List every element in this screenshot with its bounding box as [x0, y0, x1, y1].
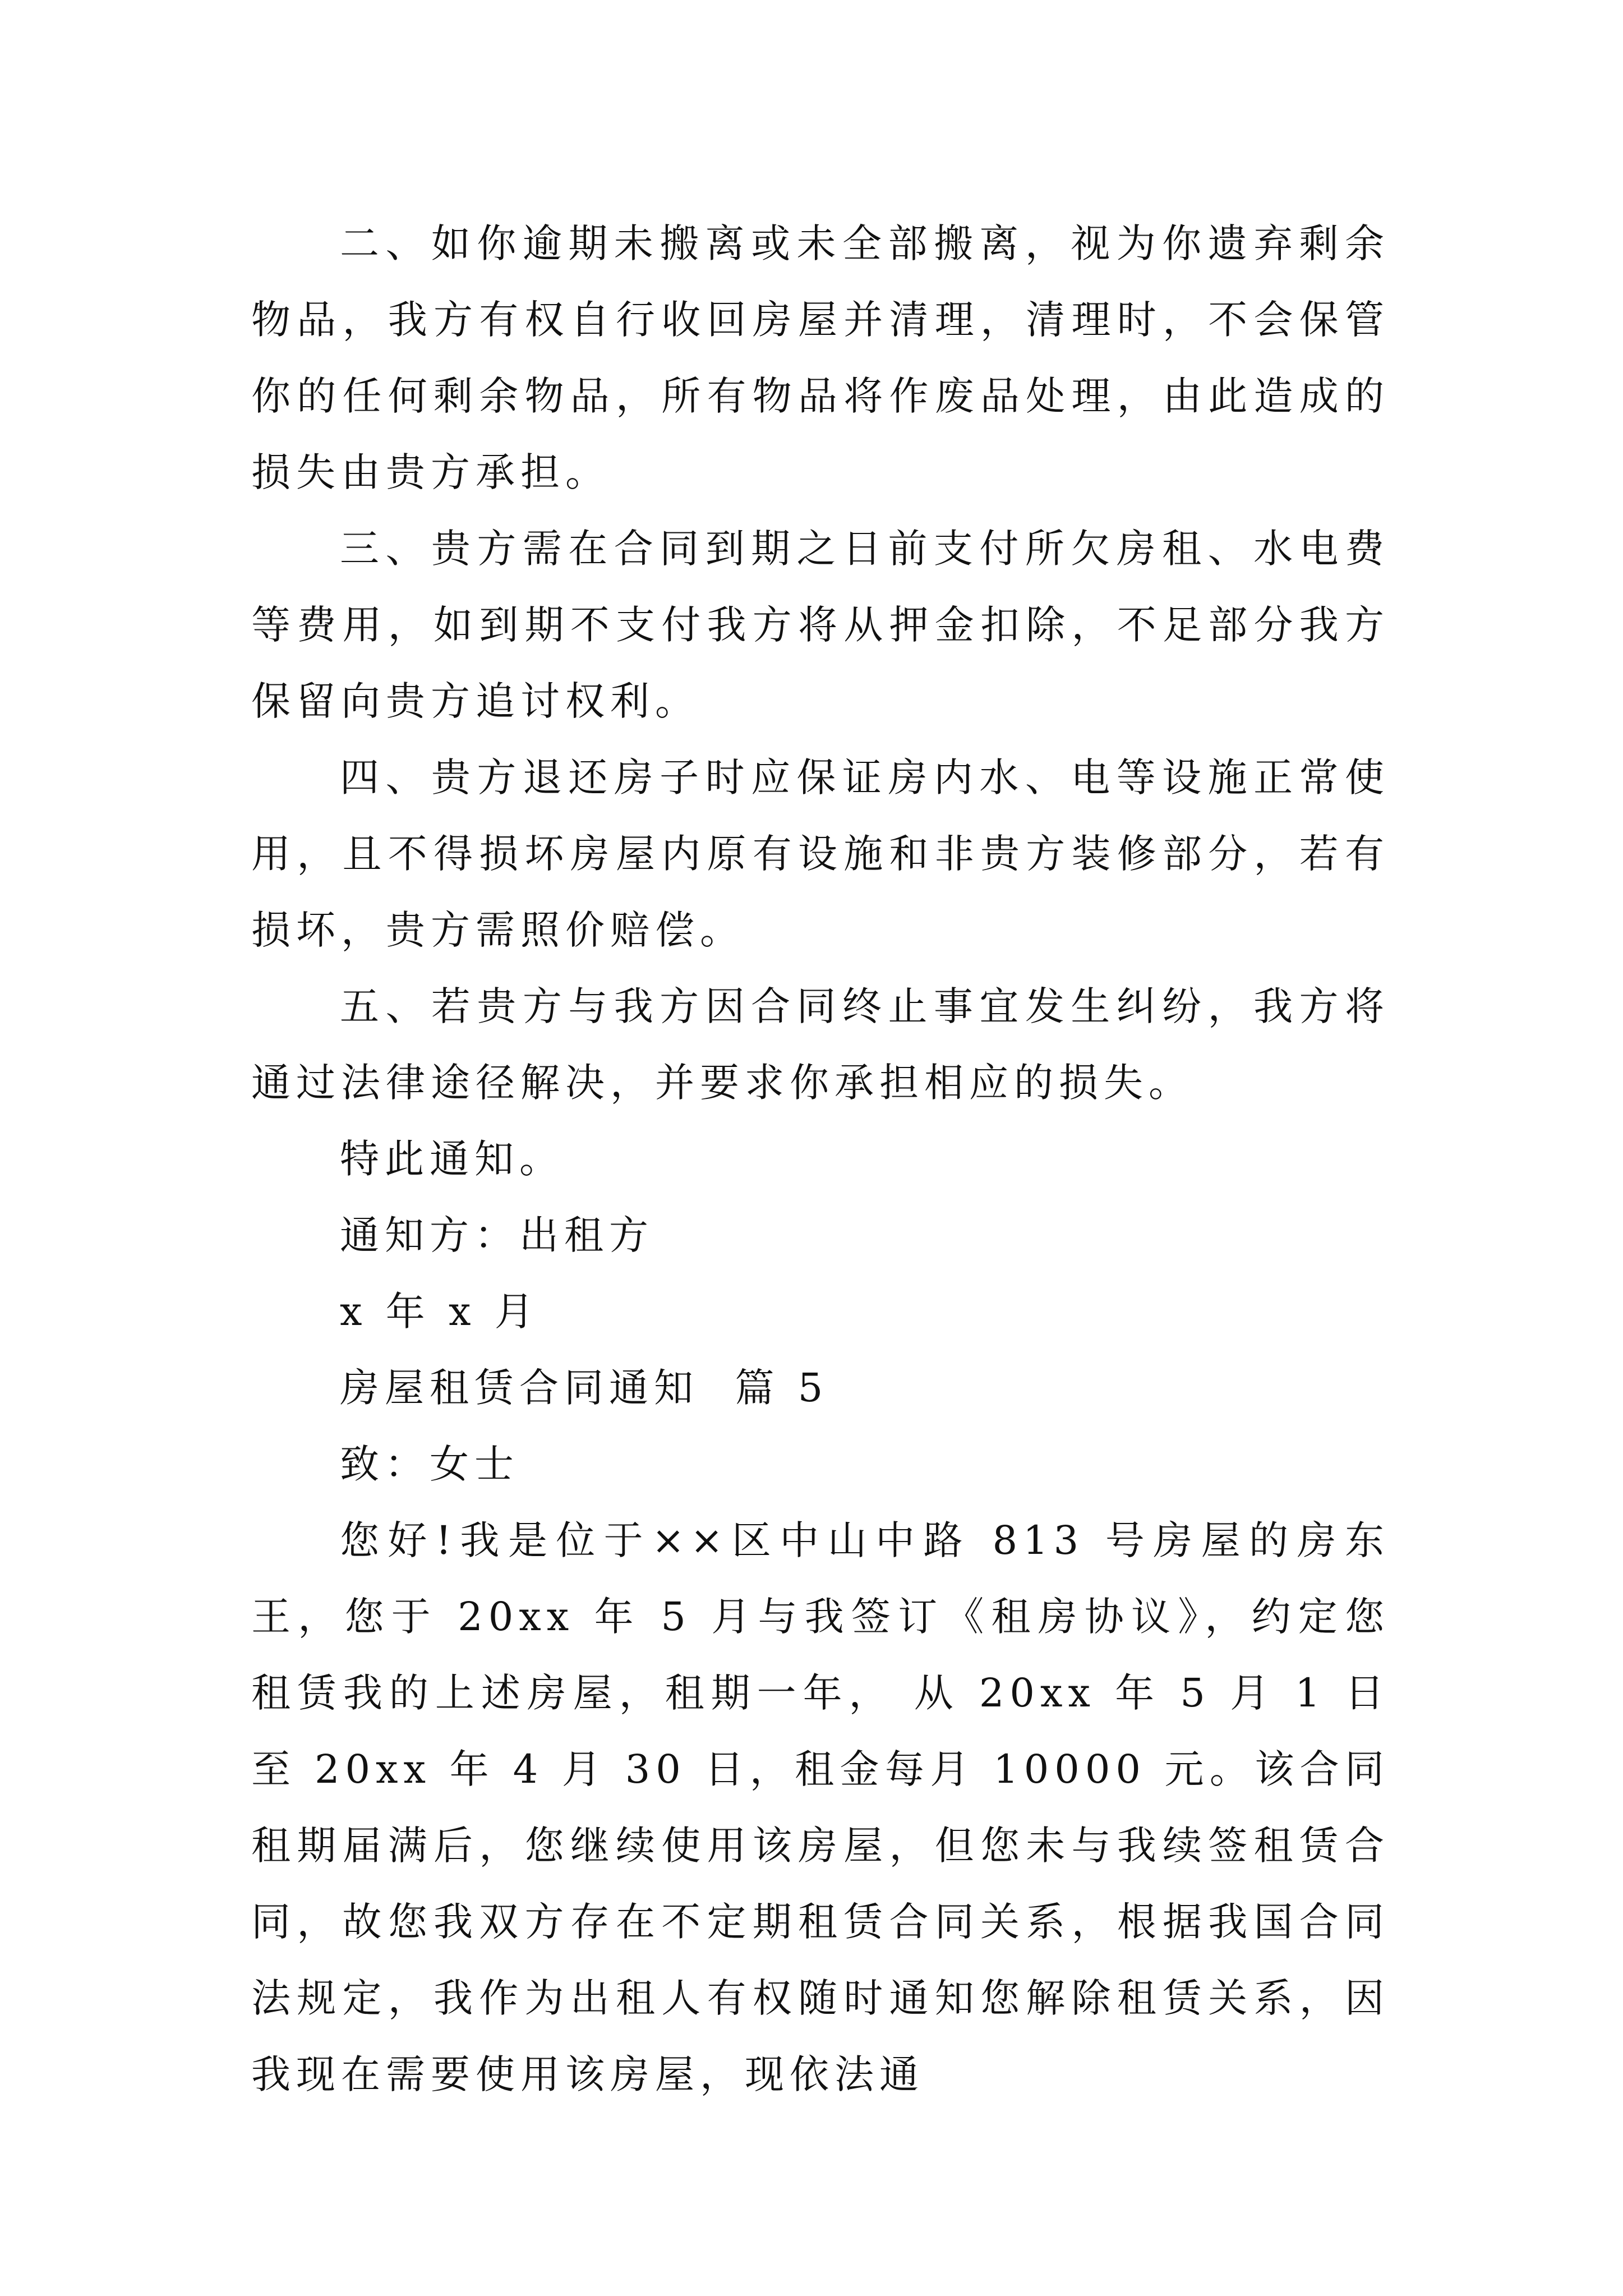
letter-body: 您好!我是位于××区中山中路 813 号房屋的房东王，您于 20xx 年 5 月与我签订《租房协议》，约定您租赁我的上述房屋，租期一年， 从 20xx 年 5 月 1 日至 20xx 年 4 月 30 日，租金每月 10000 元。该合同租期届满后，您继续使用该房屋，但您未与我续签租赁合同，故您我双方存在不定期租赁合同关系，根据我国合同法规定，我作为出租人有权随时通知您解除租赁关系，因我现在需要使用该房屋，现依法通 — [251, 1517, 1390, 2097]
clause-three: 三、贵方需在合同到期之日前支付所欠房租、水电费等费用，如到期不支付我方将从押金扣除，不足部分我方保留向贵方追讨权利。 — [251, 526, 1390, 724]
clause-four: 四、贵方退还房子时应保证房内水、电等设施正常使用，且不得损坏房屋内原有设施和非贵方装修部分，若有损坏，贵方需照价赔偿。 — [251, 754, 1390, 953]
document-body — [251, 205, 1390, 2113]
notifier-line: 通知方：出租方 — [340, 1212, 654, 1258]
clause-five: 五、若贵方与我方因合同终止事宜发生纠纷，我方将通过法律途径解决，并要求你承担相应的损失。 — [251, 983, 1390, 1106]
date-line: x 年 x 月 — [340, 1289, 540, 1335]
section-heading: 房屋租赁合同通知 篇 5 — [340, 1365, 829, 1411]
clause-two: 二、如你逾期未搬离或未全部搬离，视为你遗弃剩余物品，我方有权自行收回房屋并清理，清理时，不会保管你的任何剩余物品，所有物品将作废品处理，由此造成的损失由贵方承担。 — [251, 220, 1390, 495]
closing-line: 特此通知。 — [340, 1136, 564, 1182]
salutation-line: 致：女士 — [340, 1441, 519, 1487]
